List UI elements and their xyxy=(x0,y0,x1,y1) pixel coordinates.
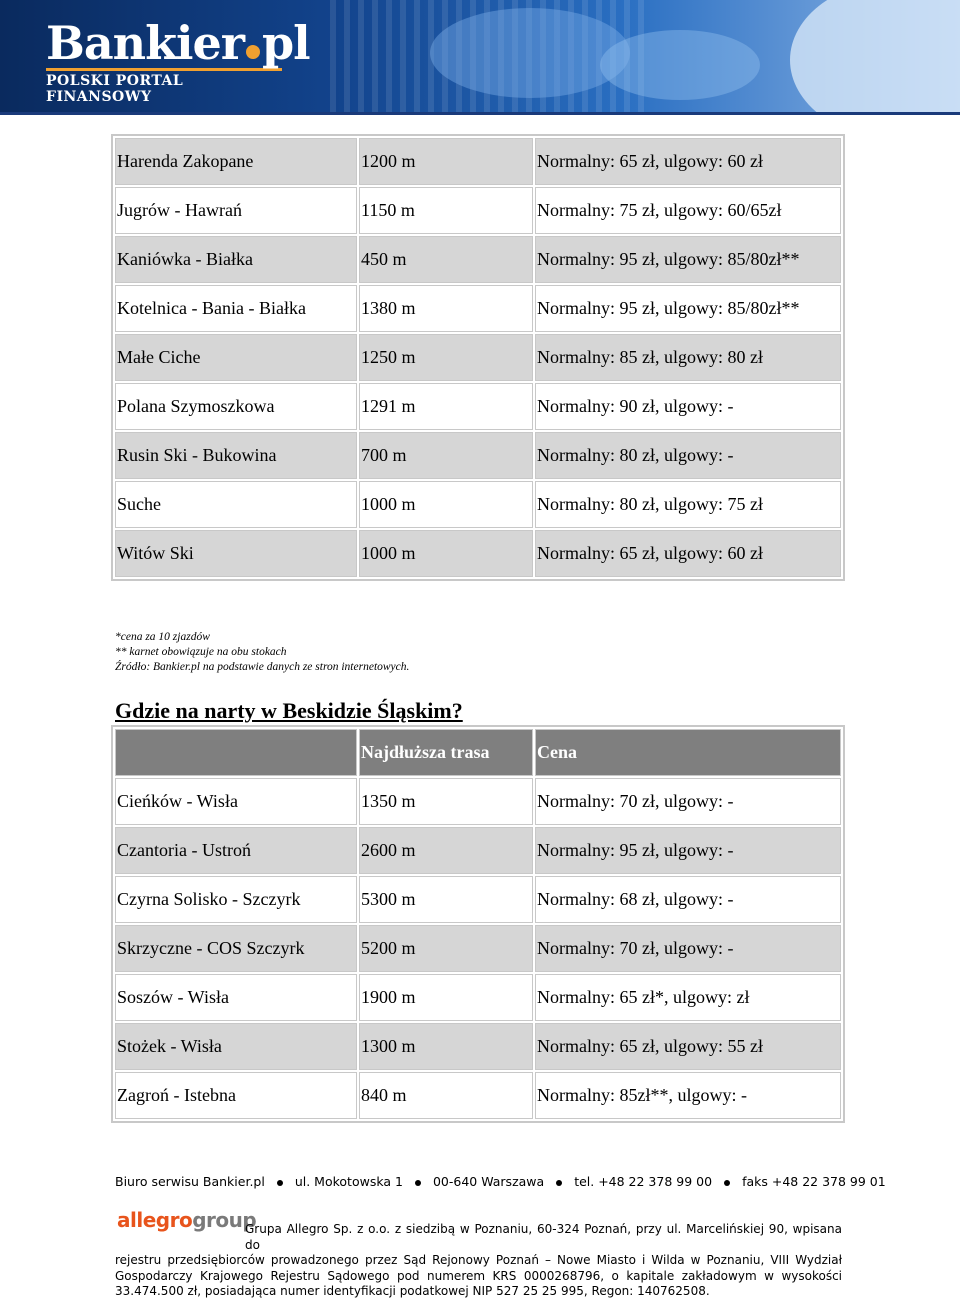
resort-length: 5300 m xyxy=(358,875,534,924)
allegro-group-logo: allegrogroup xyxy=(117,1208,257,1232)
resort-length: 1291 m xyxy=(358,382,534,431)
legal-line: Grupa Allegro Sp. z o.o. z siedzibą w Poznaniu, 60-324 Poznań, przy ul. Marcelińskiej 90, wpisana do xyxy=(245,1222,842,1252)
table-row xyxy=(114,235,842,284)
logo-name: Bankier pl xyxy=(46,16,310,70)
legal-notice xyxy=(115,1222,842,1300)
resort-length: 450 m xyxy=(358,235,534,284)
column-header-name xyxy=(114,728,358,777)
resort-price: Normalny: 85zł**, ulgowy: - xyxy=(534,1071,842,1120)
resort-price: Normalny: 80 zł, ulgowy: 75 zł xyxy=(534,480,842,529)
logo-tagline: POLSKI PORTAL FINANSOWY xyxy=(46,68,282,105)
table-row xyxy=(114,137,842,186)
resort-length: 1250 m xyxy=(358,333,534,382)
resort-price: Normalny: 65 zł, ulgowy: 60 zł xyxy=(534,529,842,578)
resort-length: 1000 m xyxy=(358,480,534,529)
bullet-icon xyxy=(277,1180,283,1186)
resort-name: Zagroń - Istebna xyxy=(114,1071,358,1120)
footer-street: ul. Mokotowska 1 xyxy=(294,1174,403,1189)
column-header-price: Cena xyxy=(534,728,842,777)
bullet-icon xyxy=(556,1180,562,1186)
ski-resorts-table-tatra xyxy=(113,136,843,579)
resort-name: Soszów - Wisła xyxy=(114,973,358,1022)
table-row xyxy=(114,924,842,973)
resort-name: Kotelnica - Bania - Białka xyxy=(114,284,358,333)
table-row xyxy=(114,777,842,826)
section-heading: Gdzie na narty w Beskidzie Śląskim? xyxy=(115,698,463,723)
table-footnotes xyxy=(115,630,409,675)
resort-name: Jugrów - Hawrań xyxy=(114,186,358,235)
resort-name: Rusin Ski - Bukowina xyxy=(114,431,358,480)
header-banner xyxy=(0,0,960,112)
resort-price: Normalny: 70 zł, ulgowy: - xyxy=(534,777,842,826)
table-row xyxy=(114,480,842,529)
footer-tel: tel. +48 22 378 99 00 xyxy=(574,1174,713,1189)
resort-length: 1200 m xyxy=(358,137,534,186)
resort-name: Suche xyxy=(114,480,358,529)
source-note: Źródło: Bankier.pl na podstawie danych ze stron internetowych. xyxy=(115,661,410,673)
bankier-logo[interactable] xyxy=(46,18,310,105)
table-header-row xyxy=(114,728,842,777)
resort-name: Kaniówka - Białka xyxy=(114,235,358,284)
resort-name: Czyrna Solisko - Szczyrk xyxy=(114,875,358,924)
resort-price: Normalny: 75 zł, ulgowy: 60/65zł xyxy=(534,186,842,235)
legal-text: rejestru przedsiębiorców prowadzonego przez Sąd Rejonowy Poznań – Nowe Miasto i Wilda w Poznaniu, VIII Wydział Gospodarczy Krajowego Rejestru Sądowego pod numerem KRS 0000268796, o kapitale zakładowym w wysokości 33.474.500 zł, posiadająca numer identyfikacji podatkowej NIP 527 25 25 995, Regon: 140762508. xyxy=(115,1253,842,1298)
ski-resorts-table-beskid xyxy=(113,727,843,1121)
table-row xyxy=(114,186,842,235)
resort-price: Normalny: 65 zł, ulgowy: 60 zł xyxy=(534,137,842,186)
table-row xyxy=(114,382,842,431)
footnote: *cena za 10 zjazdów xyxy=(115,631,210,643)
banner-globe xyxy=(790,0,960,112)
resort-price: Normalny: 90 zł, ulgowy: - xyxy=(534,382,842,431)
table-row xyxy=(114,284,842,333)
footer-fax: faks +48 22 378 99 01 xyxy=(742,1174,886,1189)
resort-price: Normalny: 80 zł, ulgowy: - xyxy=(534,431,842,480)
resort-name: Polana Szymoszkowa xyxy=(114,382,358,431)
resort-name: Skrzyczne - COS Szczyrk xyxy=(114,924,358,973)
resort-length: 1900 m xyxy=(358,973,534,1022)
resort-price: Normalny: 68 zł, ulgowy: - xyxy=(534,875,842,924)
banner-map-shape xyxy=(600,30,760,100)
table-row xyxy=(114,529,842,578)
header-divider xyxy=(0,112,960,115)
footer-service: Biuro serwisu Bankier.pl xyxy=(115,1174,265,1189)
resort-length: 1000 m xyxy=(358,529,534,578)
resort-price: Normalny: 70 zł, ulgowy: - xyxy=(534,924,842,973)
resort-length: 840 m xyxy=(358,1071,534,1120)
resort-length: 1150 m xyxy=(358,186,534,235)
resort-price: Normalny: 65 zł, ulgowy: 55 zł xyxy=(534,1022,842,1071)
resort-length: 5200 m xyxy=(358,924,534,973)
resort-price: Normalny: 95 zł, ulgowy: 85/80zł** xyxy=(534,235,842,284)
resort-name: Małe Ciche xyxy=(114,333,358,382)
resort-name: Witów Ski xyxy=(114,529,358,578)
resort-price: Normalny: 85 zł, ulgowy: 80 zł xyxy=(534,333,842,382)
resort-price: Normalny: 65 zł*, ulgowy: zł xyxy=(534,973,842,1022)
resort-length: 1300 m xyxy=(358,1022,534,1071)
resort-name: Stożek - Wisła xyxy=(114,1022,358,1071)
resort-length: 1350 m xyxy=(358,777,534,826)
table-row xyxy=(114,333,842,382)
bullet-icon xyxy=(724,1180,730,1186)
table-row xyxy=(114,973,842,1022)
resort-name: Harenda Zakopane xyxy=(114,137,358,186)
table-row xyxy=(114,875,842,924)
banner-map-shape xyxy=(430,8,630,98)
footer-city: 00-640 Warszawa xyxy=(432,1174,545,1189)
table-row xyxy=(114,1022,842,1071)
resort-length: 700 m xyxy=(358,431,534,480)
resort-price: Normalny: 95 zł, ulgowy: - xyxy=(534,826,842,875)
column-header-length: Najdłuższa trasa xyxy=(358,728,534,777)
resort-length: 2600 m xyxy=(358,826,534,875)
resort-name: Czantoria - Ustroń xyxy=(114,826,358,875)
bullet-icon xyxy=(415,1180,421,1186)
resort-price: Normalny: 95 zł, ulgowy: 85/80zł** xyxy=(534,284,842,333)
footnote: ** karnet obowiązuje na obu stokach xyxy=(115,646,287,658)
logo-dot-icon xyxy=(246,45,260,59)
table-row xyxy=(114,1071,842,1120)
resort-length: 1380 m xyxy=(358,284,534,333)
table-row xyxy=(114,431,842,480)
footer-contact xyxy=(115,1174,886,1189)
resort-name: Cieńków - Wisła xyxy=(114,777,358,826)
table-row xyxy=(114,826,842,875)
